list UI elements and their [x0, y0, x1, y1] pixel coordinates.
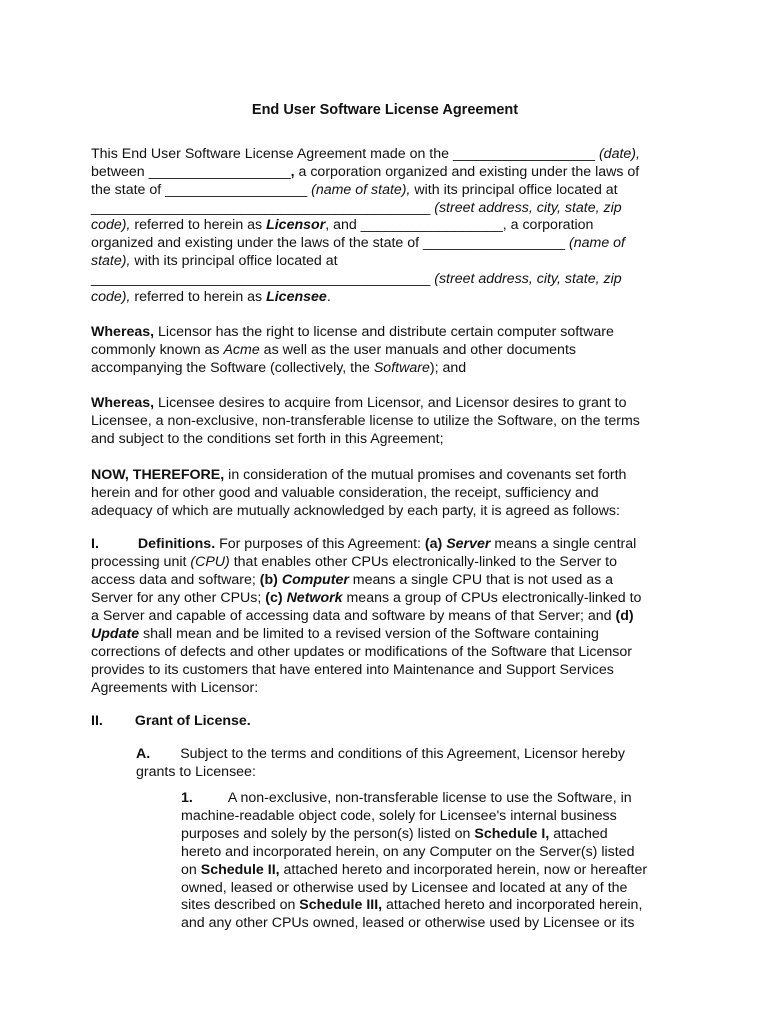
section-heading: Grant of License.	[134, 713, 251, 729]
section-1-line-8	[91, 661, 614, 679]
text-run: (d)	[615, 608, 634, 624]
text-run: a Server and capable of accessing data and software by means of that Server; and	[91, 608, 616, 624]
section-1-line-7	[91, 643, 632, 661]
text-run: Whereas,	[91, 395, 155, 411]
item-1-line-4	[181, 843, 634, 861]
preamble-line-7	[91, 252, 338, 270]
whereas-1-line-2	[91, 341, 576, 359]
text-run: referred to herein as	[130, 289, 267, 305]
text-run: (name of	[569, 235, 626, 251]
defined-term: Update	[91, 626, 140, 642]
text-run: Acme	[223, 342, 260, 358]
text-run: Server for any other CPUs;	[91, 590, 266, 606]
text-run: NOW, THEREFORE,	[91, 467, 225, 483]
text-run: provides to its customers that have entered into Maintenance and Support Services	[91, 662, 614, 678]
item-1-line-1	[181, 789, 632, 807]
text-run: commonly known as	[91, 342, 224, 358]
text-run: sites described on	[181, 897, 300, 913]
section-1-line-1	[91, 535, 636, 553]
text-run: attached	[549, 826, 608, 842]
defined-term: Server	[446, 536, 491, 552]
text-run: code),	[91, 217, 131, 233]
preamble-line-8	[91, 270, 622, 288]
text-run: owned, leased or otherwise used by Licensee and located at any of the	[181, 880, 628, 896]
text-run: corrections of defects and other updates or modifications of the Software that Licensor	[91, 644, 633, 660]
text-run: access data and software;	[91, 572, 260, 588]
text-run: machine-readable object code, solely for Licensee's internal business	[181, 808, 617, 824]
section-number: I.	[91, 536, 99, 552]
text-run: (a)	[424, 536, 443, 552]
text-run: attached hereto and incorporated herein, now or hereafter	[279, 862, 648, 878]
text-run: (b)	[259, 572, 278, 588]
text-run: Licensor has the right to license and distribute certain computer software	[154, 324, 614, 340]
text-run: purposes and solely by the person(s) listed on	[181, 826, 475, 842]
text-run: state),	[91, 253, 131, 269]
section-1-line-5	[91, 607, 634, 625]
licensor-term: Licensor	[266, 217, 326, 233]
defined-term: Network	[286, 590, 343, 606]
section-1-line-9	[91, 679, 258, 697]
text-run: Agreements with Licensor:	[91, 680, 259, 696]
section-2-heading	[91, 712, 251, 730]
whereas-1-line-1	[91, 323, 614, 341]
text-run: in consideration of the mutual promises and covenants set forth	[224, 467, 627, 483]
now-therefore-line-2	[91, 484, 599, 502]
section-heading: Definitions.	[137, 536, 216, 552]
document-title: End User Software License Agreement	[251, 102, 519, 118]
text-run: (name of state),	[311, 182, 411, 198]
text-run: , and __________________, a corporation	[325, 217, 594, 233]
text-run: adequacy of which are mutually acknowledged by each party, it is agreed as follows:	[91, 503, 620, 519]
now-therefore-line-1	[91, 466, 626, 484]
defined-term: Computer	[281, 572, 349, 588]
whereas-2-line-3	[91, 430, 444, 448]
text-run: (c)	[265, 590, 283, 606]
text-run: the state of __________________	[91, 182, 312, 198]
whereas-1-line-3	[91, 359, 466, 377]
text-run: Subject to the terms and conditions of this Agreement, Licensor hereby	[180, 746, 625, 762]
schedule-ref: Schedule III,	[299, 897, 383, 913]
text-run: organized and existing under the laws of the state of __________________	[91, 235, 570, 251]
text-run: with its principal office located at	[130, 253, 338, 269]
item-1-line-7	[181, 896, 642, 914]
schedule-ref: Schedule I,	[474, 826, 550, 842]
text-run: ,	[290, 164, 295, 180]
section-1-line-4	[91, 589, 641, 607]
whereas-2-line-1	[91, 394, 626, 412]
text-run: means a single CPU that is not used as a	[348, 572, 614, 588]
text-run: a corporation organized and existing under the laws of	[294, 164, 640, 180]
item-1-line-3	[181, 825, 608, 843]
text-run: means a single central	[490, 536, 637, 552]
text-run: code),	[91, 289, 131, 305]
item-1-line-8	[181, 914, 634, 932]
schedule-ref: Schedule II,	[200, 862, 280, 878]
section-number: II.	[91, 713, 103, 729]
item-number: 1.	[181, 790, 193, 806]
text-run: (date),	[598, 146, 640, 162]
licensee-term: Licensee	[266, 289, 327, 305]
subsection-a-line-1	[136, 745, 625, 763]
text-run: For purposes of this Agreement:	[215, 536, 425, 552]
text-run: processing unit	[91, 554, 191, 570]
preamble-line-9	[91, 288, 331, 306]
now-therefore-line-3	[91, 502, 620, 520]
text-run: means a group of CPUs electronically-linked to	[342, 590, 642, 606]
text-run: with its principal office located at	[410, 182, 618, 198]
text-run: Whereas,	[91, 324, 155, 340]
text-run: (street address, city, state, zip	[434, 271, 622, 287]
item-1-line-2	[181, 807, 617, 825]
text-run: hereto and incorporated herein, on any Computer on the Server(s) listed	[181, 844, 635, 860]
section-1-line-2	[91, 553, 617, 571]
item-1-line-6	[181, 879, 627, 897]
text-run: .	[326, 289, 331, 305]
text-run: as well as the user manuals and other documents	[259, 342, 576, 358]
text-run: Software	[373, 360, 430, 376]
text-run: attached hereto and incorporated herein,	[382, 897, 643, 913]
text-run: grants to Licensee:	[136, 764, 256, 780]
text-run: accompanying the Software (collectively, the	[91, 360, 374, 376]
subsection-number: A.	[136, 746, 151, 762]
subsection-a-line-2	[136, 763, 256, 781]
text-run: ___________________________________________	[91, 271, 435, 287]
text-run: ___________________________________________	[91, 200, 435, 216]
preamble-line-5	[91, 216, 593, 234]
preamble-line-1	[91, 145, 640, 163]
text-run: Licensee desires to acquire from Licensor, and Licensor desires to grant to	[154, 395, 627, 411]
item-1-line-5	[181, 861, 647, 879]
text-run: between __________________	[91, 164, 291, 180]
text-run: that enables other CPUs electronically-linked to the Server to	[229, 554, 617, 570]
text-run: Licensee, a non-exclusive, non-transferable license to utilize the Software, on the terms	[91, 413, 640, 429]
preamble-line-4	[91, 199, 622, 217]
text-run: on	[181, 862, 201, 878]
text-run: and subject to the conditions set forth in this Agreement;	[91, 431, 444, 447]
whereas-2-line-2	[91, 412, 640, 430]
text-run: ); and	[429, 360, 467, 376]
section-1-line-3	[91, 571, 613, 589]
text-run: This End User Software License Agreement made on the __________________	[91, 146, 599, 162]
preamble-line-6	[91, 234, 625, 252]
preamble-line-2	[91, 163, 639, 181]
text-run: herein and for other good and valuable consideration, the receipt, sufficiency and	[91, 485, 599, 501]
text-run: referred to herein as	[130, 217, 267, 233]
text-run: A non-exclusive, non-transferable license to use the Software, in	[227, 790, 632, 806]
text-run: (CPU)	[190, 554, 230, 570]
text-run: and any other CPUs owned, leased or otherwise used by Licensee or its	[181, 915, 635, 931]
preamble-line-3	[91, 181, 618, 199]
text-run: shall mean and be limited to a revised version of the Software containing	[139, 626, 599, 642]
text-run: (street address, city, state, zip	[434, 200, 622, 216]
section-1-line-6	[91, 625, 599, 643]
